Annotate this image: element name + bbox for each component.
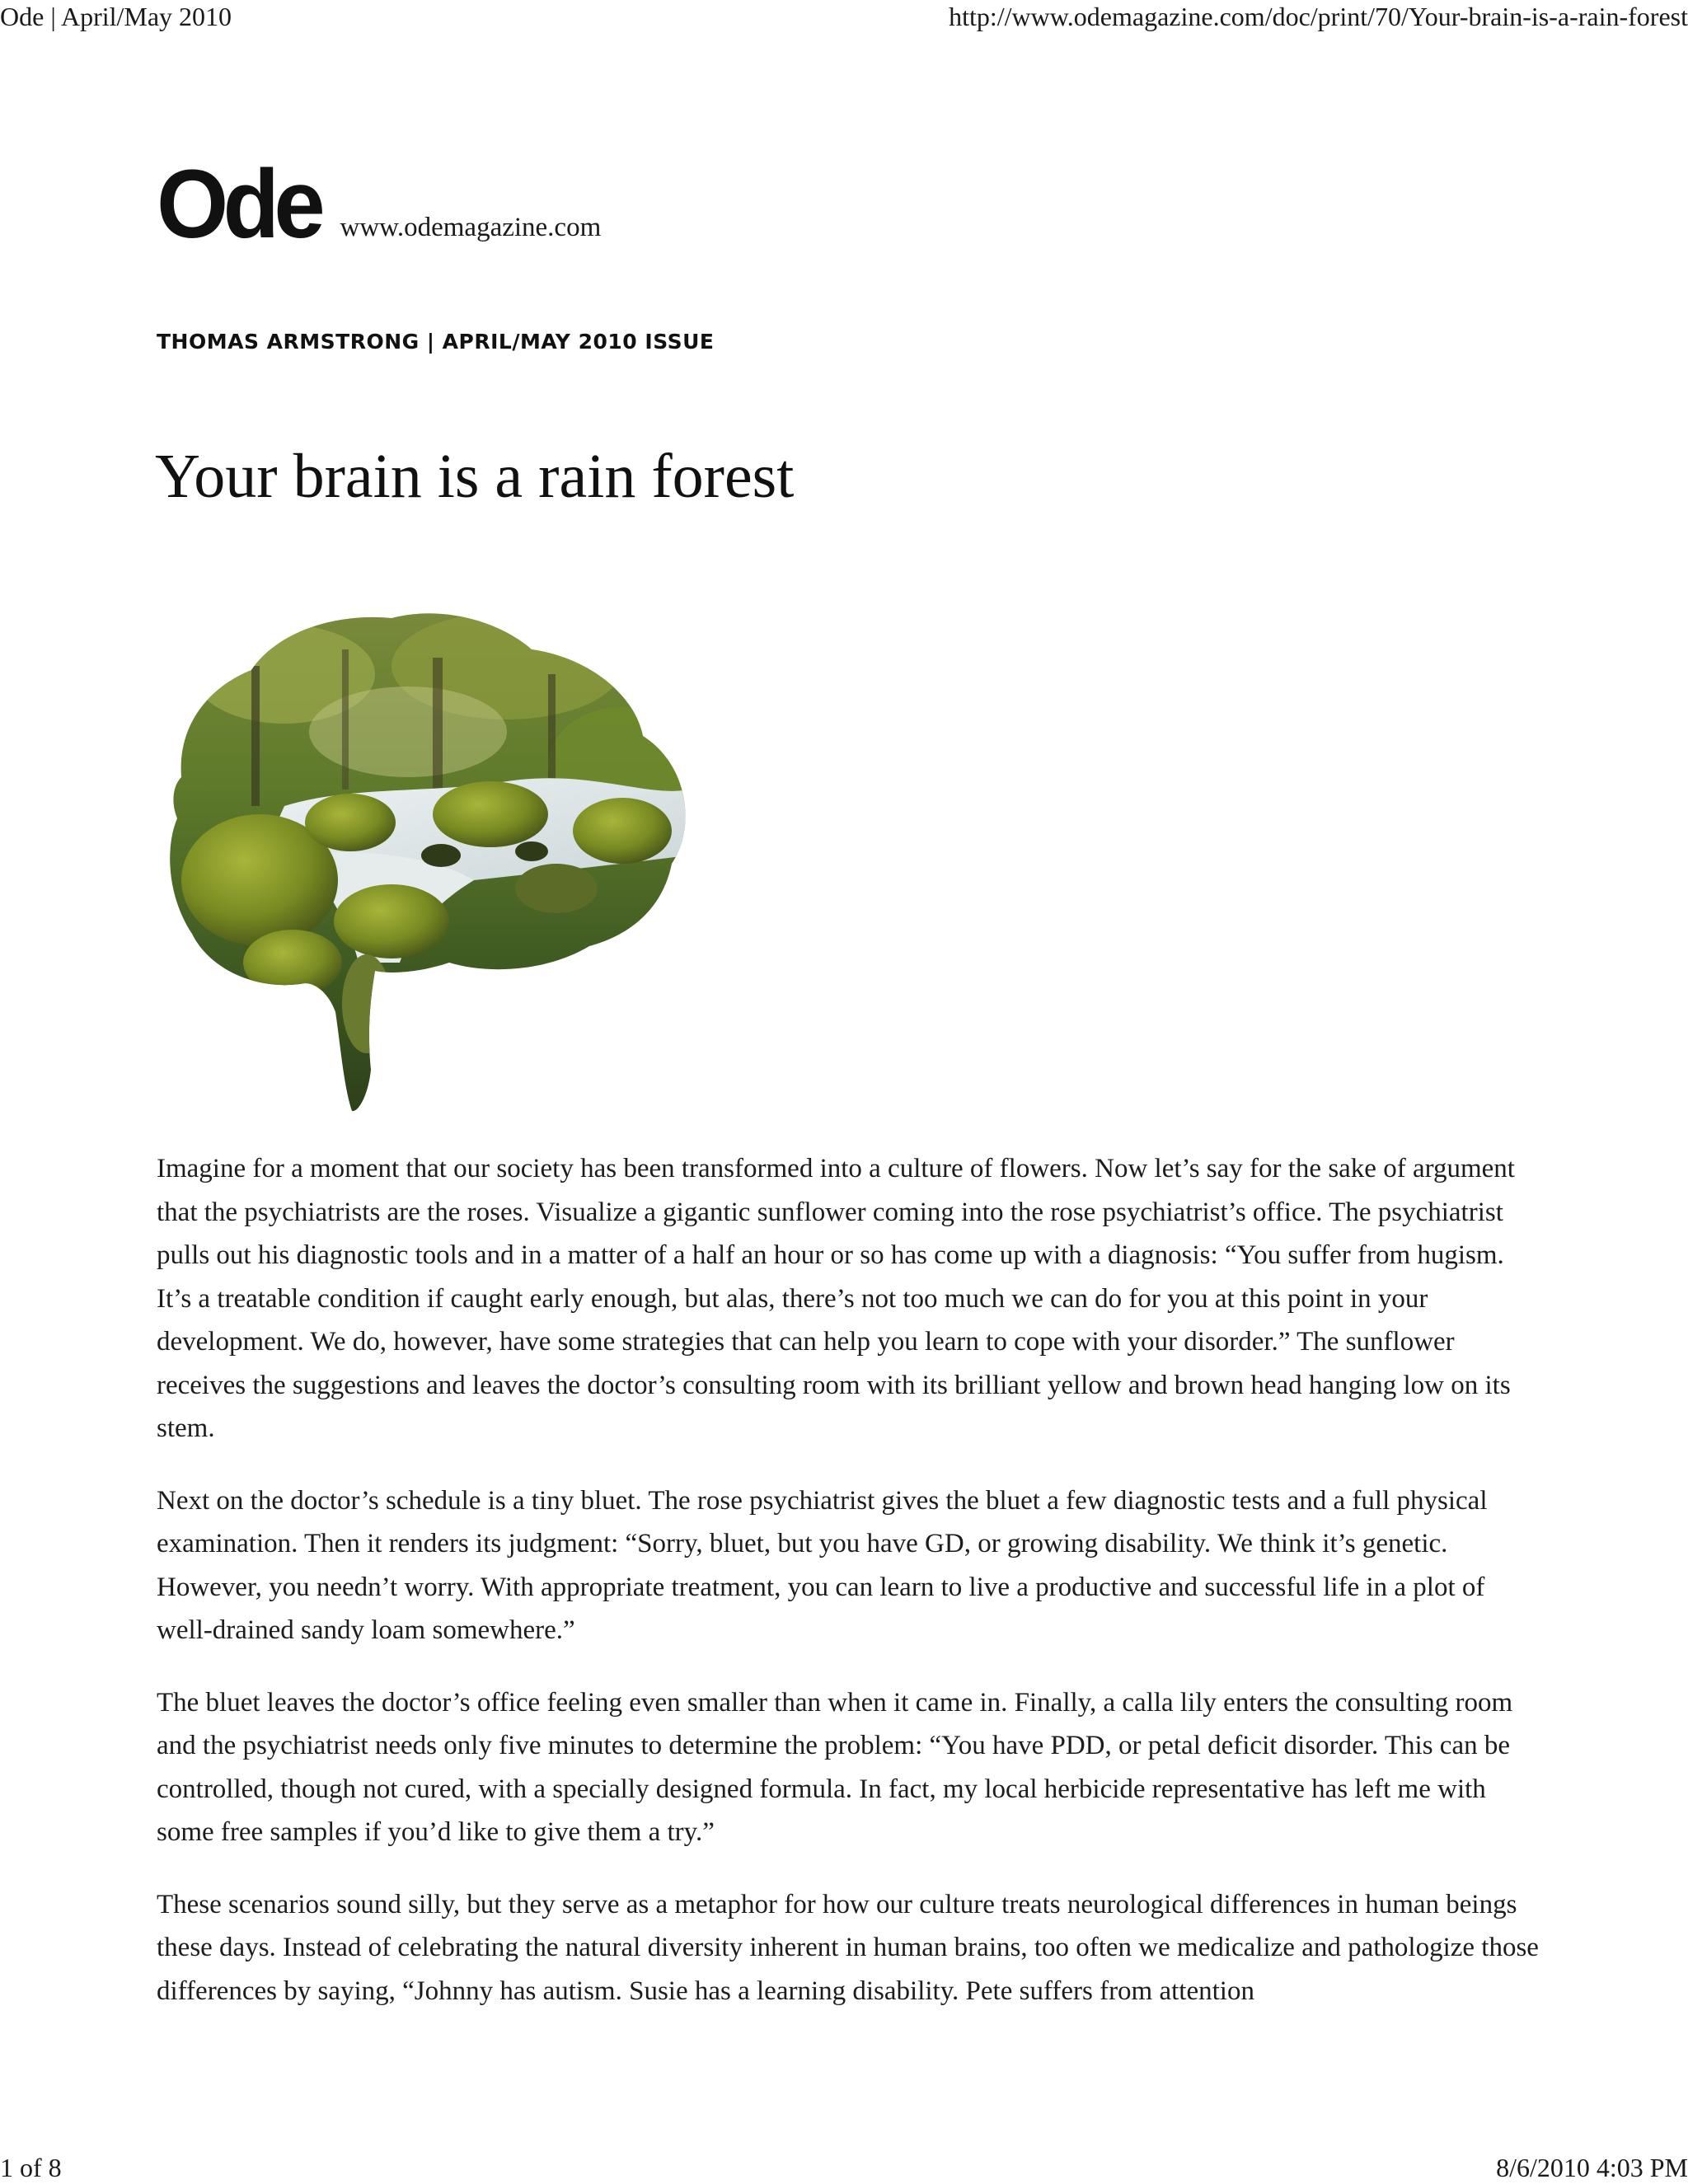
- print-footer-page-count: 1 of 8: [0, 2153, 62, 2182]
- article-title: Your brain is a rain forest: [155, 442, 795, 511]
- article-body: [157, 1147, 1541, 2041]
- article-paragraph: Imagine for a moment that our society has been transformed into a culture of flowers. Now let’s say for the sake of argument that the psychiatrists are the roses. Visualize a gigantic sunflower coming into the rose psychiatrist’s office. The psychiatrist pulls out his diagnostic tools and in a matter of a half an hour or so has come up with a diagnosis: “You suffer from hugism. It’s a treatable condition if caught early enough, but alas, there’s not too much we can do for you at this point in your development. We do, however, have some strategies that can help you learn to cope with your disorder.” The sunflower receives the suggestions and leaves the doctor’s consulting room with its brilliant yellow and brown head hanging low on its stem.: [157, 1154, 1515, 1443]
- brain-rainforest-illustration: [161, 608, 738, 1115]
- article-paragraph: These scenarios sound silly, but they serve as a metaphor for how our culture treats neurological differences in human beings these days. Instead of celebrating the natural diversity inherent in human brains, too often we medicalize and pathologize those differences by saying, “Johnny has autism. Susie has a learning disability. Pete suffers from attention: [157, 1889, 1539, 2006]
- site-url: www.odemagazine.com: [340, 213, 602, 242]
- print-header-url: http://www.odemagazine.com/doc/print/70/Your-brain-is-a-rain-forest: [949, 2, 1688, 31]
- print-footer-timestamp: 8/6/2010 4:03 PM: [1496, 2153, 1688, 2182]
- masthead: [157, 147, 602, 259]
- byline: THOMAS ARMSTRONG | APRIL/MAY 2010 ISSUE: [157, 330, 715, 354]
- article-paragraph: The bluet leaves the doctor’s office feeling even smaller than when it came in. Finally, a calla lily enters the consulting room and the psychiatrist needs only five minutes to determine the problem: “You have PDD, or petal deficit disorder. This can be controlled, though not cured, with a specially designed formula. In fact, my local herbicide representative has left me with some free samples if you’d like to give them a try.”: [157, 1687, 1513, 1847]
- article-paragraph: Next on the doctor’s schedule is a tiny bluet. The rose psychiatrist gives the bluet a few diagnostic tests and a full physical examination. Then it renders its judgment: “Sorry, bluet, but you have GD, or growing disability. We think it’s genetic. However, you needn’t worry. With appropriate treatment, you can learn to live a productive and successful life in a plot of well-drained sandy loam somewhere.”: [157, 1485, 1488, 1645]
- print-header-title: Ode | April/May 2010: [0, 2, 232, 31]
- ode-logo: Ode: [157, 150, 321, 259]
